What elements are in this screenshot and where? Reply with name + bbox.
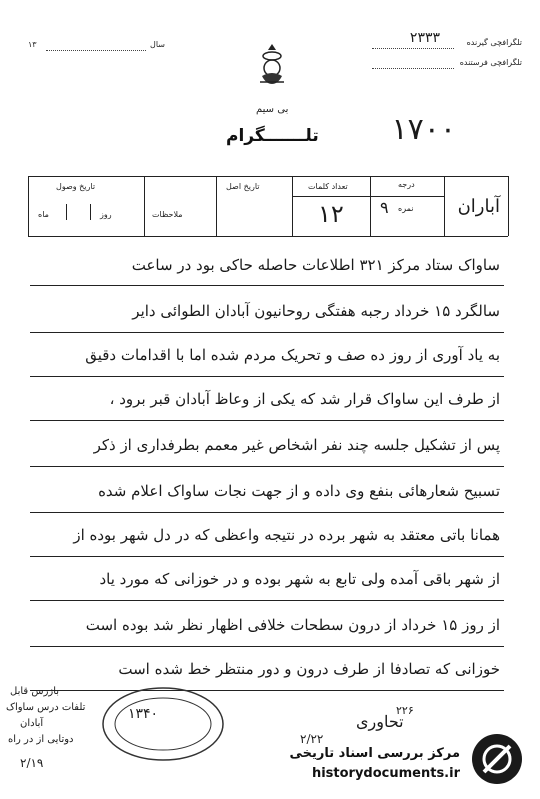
- body-line: از طرف این ساواک قرار شد که یکی از وعاظ آبادان قبر برود ،: [109, 390, 500, 408]
- body-line: سالگرد ۱۵ خرداد رجبه هفتگی روحانیون آبادان الطوائی دایر: [132, 302, 500, 320]
- words-label: تعداد کلمات: [308, 182, 348, 191]
- body-line: همانا باتی معتقد به شهر برده در نتیجه واعظی که در دل شهر بوده از: [73, 526, 500, 544]
- lion-and-sun-emblem-icon: [254, 42, 290, 88]
- left-note: بازرس قابل: [10, 686, 60, 697]
- receiver-value: ۲۳۳۳: [409, 30, 440, 46]
- class-label: درجه: [398, 180, 415, 189]
- body-line: تسبیح شعارهائی بنفع وی داده و از جهت نجات ساواک اعلام شده: [98, 482, 500, 500]
- year-label: سال: [150, 40, 165, 49]
- signature-code: ۲۲۶: [396, 704, 414, 717]
- body-line: از شهر باقی آمده ولی تابع به شهر بوده و در خوزانی که مورد یاد: [99, 570, 500, 588]
- stamp-icon: [98, 682, 228, 766]
- body-line: خوزانی که تصادفا از طرف درون و دور منتظر خط شده است: [118, 660, 500, 678]
- sender-label: تلگرافچی فرستنده: [459, 58, 522, 67]
- year-value: ۱۳: [28, 40, 37, 49]
- signature-name: تحاوری: [356, 712, 404, 731]
- body-line: به یاد آوری از روز ده صف و تحریک مردم شده اما با اقدامات دقیق: [85, 346, 500, 364]
- telegram-title: تلـــــــگرام: [226, 126, 319, 146]
- left-note: دوتایی از در راه: [8, 734, 74, 745]
- from-value: آباران: [457, 196, 500, 217]
- month-label: ماه: [38, 210, 49, 219]
- left-note: تلفات درس ساواک: [6, 702, 86, 713]
- telegram-number: ۱۷۰۰: [391, 112, 456, 147]
- wireless-label: بی سیم: [256, 104, 289, 115]
- day-label: روز: [100, 210, 112, 219]
- received-label: تاریخ وصول: [56, 182, 96, 191]
- count-value: ۹: [380, 198, 389, 217]
- watermark-logo-icon: [470, 732, 524, 786]
- signature-stamp-date: ۲/۲۲: [300, 732, 324, 746]
- orig-date-label: تاریخ اصل: [226, 182, 260, 191]
- count-label: نمره: [398, 204, 414, 213]
- body-line: پس از تشکیل جلسه چند نفر اشخاص غیر معمم بطرفداری از ذکر: [93, 436, 500, 454]
- stamp-text: ۱۳۴۰: [128, 706, 159, 722]
- watermark-title: مرکز بررسی اسناد تاریخی: [289, 746, 460, 761]
- page-number: ۲/۱۹: [20, 756, 44, 770]
- body-line: از روز ۱۵ خرداد از درون سطحات خلافی اظهار نظر شد بوده است: [85, 616, 500, 634]
- notes-label: ملاحظات: [152, 210, 183, 219]
- left-note: آبادان: [20, 718, 44, 729]
- receiver-label: تلگرافچی گیرنده: [466, 38, 522, 47]
- words-value: ۱۲: [318, 200, 344, 228]
- body-line: ساواک ستاد مرکز ۳۲۱ اطلاعات حاصله حاکی بود در ساعت: [131, 256, 500, 274]
- watermark-url: historydocuments.ir: [311, 766, 460, 781]
